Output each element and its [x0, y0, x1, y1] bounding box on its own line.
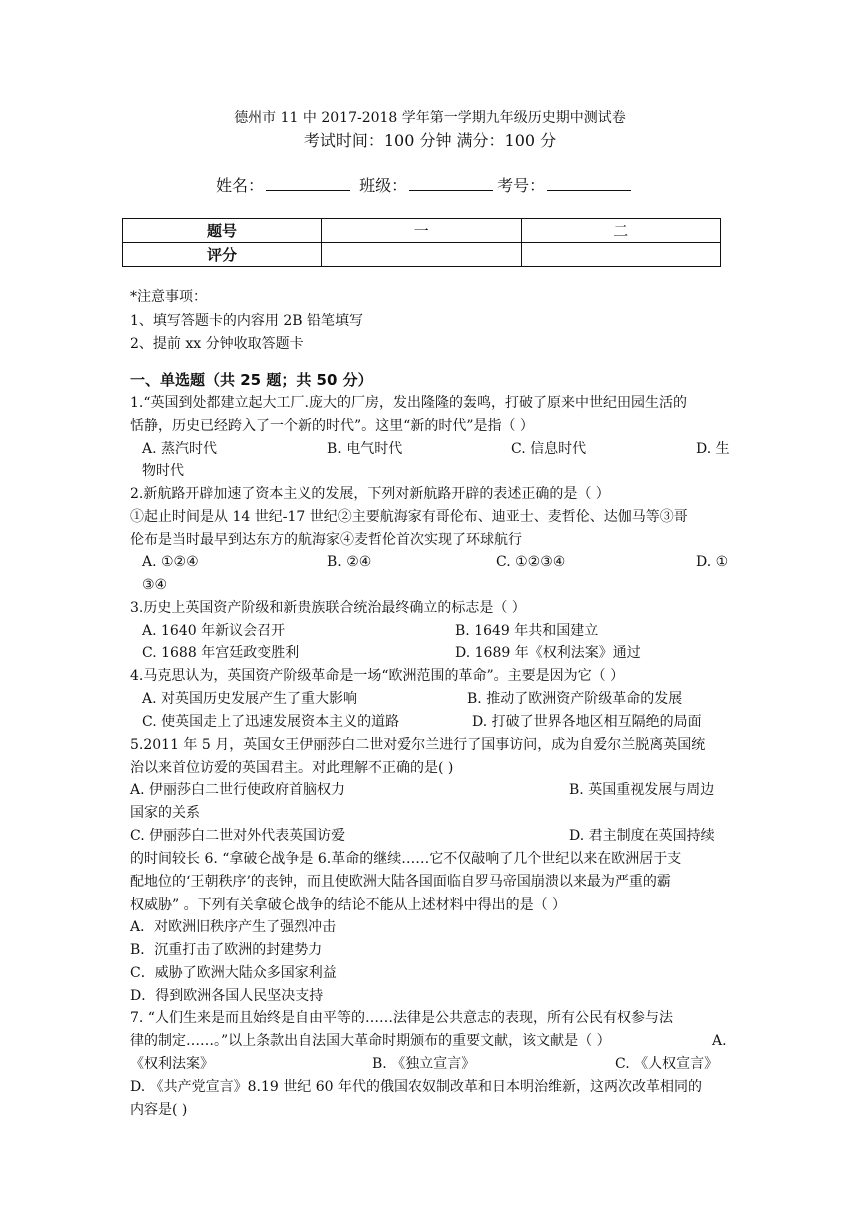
option: C. ①②③④: [496, 554, 566, 570]
question-text: 恬静，历史已经跨入了一个新的时代”。这里“新的时代”是指（ ）: [130, 418, 534, 434]
question-text: 配地位的‘王朝秩序’的丧钟，而且使欧洲大陆各国面临自罗马帝国崩溃以来最为严重的霸: [130, 874, 671, 890]
table-cell: 二: [521, 219, 721, 243]
question-text: D. 《共产党宣言》8.19 世纪 60 年代的俄国农奴制改革和日本明治维新，这两次改革相同的: [130, 1079, 702, 1095]
option: A. 1640 年新议会召开: [142, 623, 286, 639]
option: A. 蒸汽时代: [142, 441, 218, 457]
note-item: 2、提前 xx 分钟收取答题卡: [130, 336, 304, 352]
option: A. ①②④: [142, 554, 199, 570]
table-row: [123, 243, 721, 267]
option: C. 《人权宣言》: [615, 1056, 719, 1072]
table-cell: 一: [322, 219, 522, 243]
section-heading: 一、单选题（共 25 题；共 50 分）: [130, 371, 373, 389]
question-text: 4.马克思认为，英国资产阶级革命是一场“欧洲范围的革命”。主要是因为它（ ）: [130, 668, 625, 684]
option: D. 1689 年《权利法案》通过: [455, 645, 641, 661]
option: C. 1688 年宫廷政变胜利: [142, 645, 300, 661]
option: C．威胁了欧洲大陆众多国家利益: [130, 965, 337, 981]
notes-heading: *注意事项：: [130, 289, 207, 305]
option: B. 1649 年共和国建立: [455, 623, 599, 639]
exam-title: 德州市 11 中 2017-2018 学年第一学期九年级历史期中测试卷: [234, 110, 626, 126]
question-text: 治以来首位访爱的英国君主。对此理解不正确的是( ): [130, 760, 454, 776]
score-table: [122, 218, 721, 267]
exam-subtitle: 考试时间：100 分钟 满分：100 分: [303, 131, 557, 150]
question-text: 律的制定……。”以上条款出自法国大革命时期颁布的重要文献，该文献是（ ）: [130, 1033, 611, 1049]
question-text: 内容是( ): [130, 1102, 188, 1118]
question-text: 7. “人们生来是而且始终是自由平等的……法律是公共意志的表现，所有公民有权参与法: [130, 1010, 673, 1026]
option: A．对欧洲旧秩序产生了强烈冲击: [130, 919, 337, 935]
option: D．得到欧洲各国人民坚决支持: [130, 988, 324, 1004]
option: B. 电气时代: [327, 441, 403, 457]
question-text: 5.2011 年 5 月，英国女王伊丽莎白二世对爱尔兰进行了国事访问，成为自爱尔兰脱离英国统: [130, 737, 706, 753]
number-blank[interactable]: [547, 176, 631, 191]
question-text: 权威胁” 。下列有关拿破仑战争的结论不能从上述材料中得出的是（ ）: [130, 897, 567, 913]
name-label: 姓名：: [216, 176, 265, 195]
student-info: [216, 173, 635, 196]
option-wrap: 物时代: [142, 463, 184, 479]
option: D. ①: [696, 554, 729, 570]
number-label: 考号：: [497, 176, 546, 195]
table-row: [123, 219, 721, 243]
question-text: ①起止时间是从 14 世纪-17 世纪②主要航海家有哥伦布、迪亚士、麦哲伦、达伽马等③哥: [130, 509, 688, 525]
question-text: 1.“英国到处都建立起大工厂.庞大的厂房，发出隆隆的轰鸣，打破了原来中世纪田园生活的: [130, 395, 687, 411]
question-text: 2.新航路开辟加速了资本主义的发展，下列对新航路开辟的表述正确的是（ ）: [130, 486, 610, 502]
question-text: 的时间较长 6. “拿破仑战争是 6.革命的继续……它不仅敲响了几个世纪以来在欧洲居于支: [130, 851, 682, 867]
option: B. ②④: [327, 554, 372, 570]
option: C. 伊丽莎白二世对外代表英国访爱: [130, 828, 346, 844]
option: A. 伊丽莎白二世行使政府首脑权力: [130, 782, 346, 798]
option: C. 使英国走上了迅速发展资本主义的道路: [142, 714, 400, 730]
class-blank[interactable]: [409, 176, 493, 191]
name-blank[interactable]: [266, 176, 350, 191]
option: A.: [712, 1033, 727, 1049]
table-cell: [322, 243, 522, 267]
option: D. 生: [696, 441, 730, 457]
option: 《权利法案》: [130, 1056, 214, 1072]
option: B. 英国重视发展与周边: [569, 782, 715, 798]
option: B. 《独立宣言》: [372, 1056, 476, 1072]
table-cell: 题号: [123, 219, 322, 243]
question-text: 3.历史上英国资产阶级和新贵族联合统治最终确立的标志是（ ）: [130, 600, 526, 616]
option: D. 打破了世界各地区相互隔绝的局面: [472, 714, 702, 730]
option: B. 推动了欧洲资产阶级革命的发展: [467, 691, 683, 707]
option: C. 信息时代: [511, 441, 587, 457]
note-item: 1、填写答题卡的内容用 2B 铅笔填写: [130, 313, 364, 329]
option-wrap: 国家的关系: [130, 805, 200, 821]
option: D. 君主制度在英国持续: [569, 828, 715, 844]
option: A. 对英国历史发展产生了重大影响: [142, 691, 358, 707]
question-text: 伦布是当时最早到达东方的航海家④麦哲伦首次实现了环球航行: [130, 532, 522, 548]
option-wrap: ③④: [142, 577, 168, 593]
class-label: 班级：: [359, 176, 408, 195]
table-cell: [521, 243, 721, 267]
option: B．沉重打击了欧洲的封建势力: [130, 942, 323, 958]
table-cell: 评分: [123, 243, 322, 267]
